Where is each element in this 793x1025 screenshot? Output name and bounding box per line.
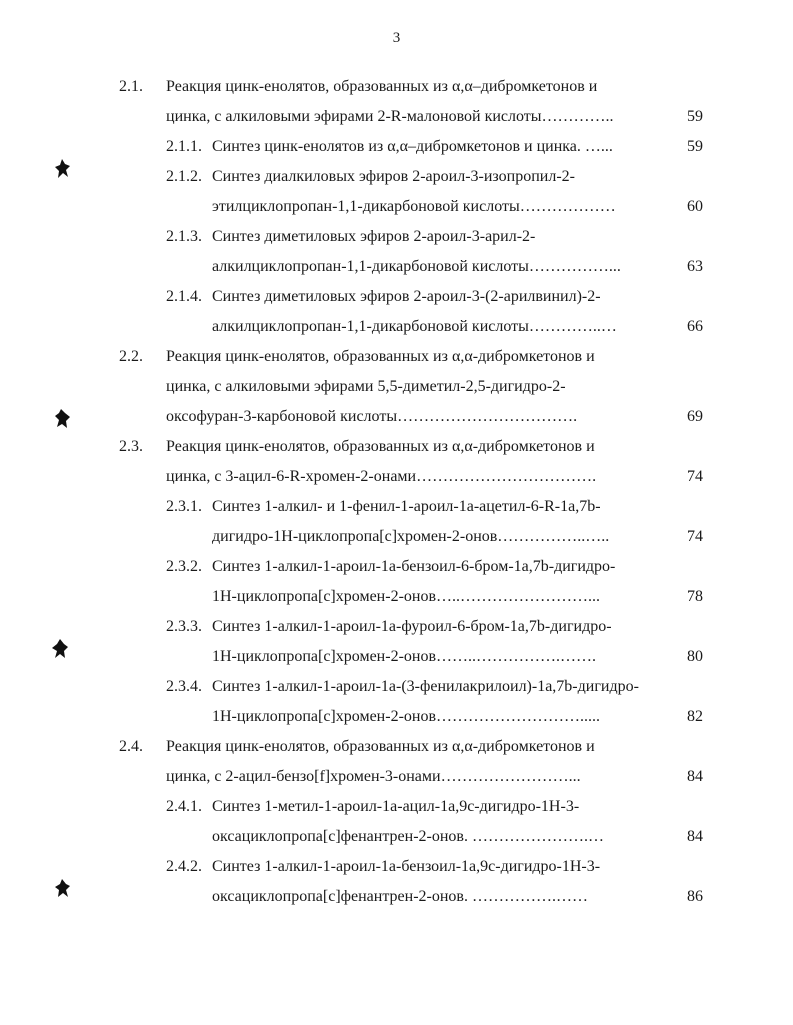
toc-number: 2.1. — [119, 78, 143, 95]
toc-title-line: Синтез 1-алкил-1-ароил-1а-(3-фенилакрилоил)-1а,7b-дигидро- — [212, 678, 639, 695]
toc-page: 82 — [687, 708, 703, 725]
toc-page: 84 — [687, 768, 703, 785]
toc-page: 66 — [687, 318, 703, 335]
toc-title-line: алкилциклопропан-1,1-дикарбоновой кислоты…………..… — [212, 318, 617, 335]
toc-number: 2.4.2. — [166, 858, 202, 875]
toc-page: 60 — [687, 198, 703, 215]
toc-number: 2.1.2. — [166, 168, 202, 185]
toc-title-line: Реакция цинк-енолятов, образованных из α,α-дибромкетонов и — [166, 348, 595, 365]
toc-title-line: Синтез 1-алкил-1-ароил-1а-фуроил-6-бром-1а,7b-дигидро- — [212, 618, 612, 635]
toc-title-line: Синтез диалкиловых эфиров 2-ароил-3-изопропил-2- — [212, 168, 575, 185]
toc-title-line: цинка, с 2-ацил-бензо[f]хромен-3-онами……………………... — [166, 768, 581, 785]
toc-page: 63 — [687, 258, 703, 275]
toc-title-line: цинка, с алкиловыми эфирами 5,5-диметил-2,5-дигидро-2- — [166, 378, 566, 395]
toc-number: 2.3.3. — [166, 618, 202, 635]
toc-page: 84 — [687, 828, 703, 845]
toc-title-line: цинка, с алкиловыми эфирами 2-R-малоновой кислоты………….. — [166, 108, 614, 125]
toc-title-line: цинка, с 3-ацил-6-R-хромен-2-онами……………………………. — [166, 468, 597, 485]
toc-page: 74 — [687, 468, 703, 485]
ink-blot-icon — [52, 638, 68, 660]
toc-title-line: 1Н-циклопропа[с]хромен-2-онов……..…………….……. — [212, 648, 597, 665]
toc-title-line: Синтез диметиловых эфиров 2-ароил-3-арил-2- — [212, 228, 536, 245]
toc-title-line: 1Н-циклопропа[с]хромен-2-онов…..……………………... — [212, 588, 601, 605]
toc-number: 2.3. — [119, 438, 143, 455]
toc-number: 2.1.4. — [166, 288, 202, 305]
toc-title-line: Синтез 1-алкил-1-ароил-1а-бензоил-6-бром-1а,7b-дигидро- — [212, 558, 616, 575]
toc-title-line: Синтез диметиловых эфиров 2-ароил-3-(2-арилвинил)-2- — [212, 288, 601, 305]
toc-title-line: Синтез 1-метил-1-ароил-1а-ацил-1а,9с-дигидро-1Н-3- — [212, 798, 580, 815]
toc-number: 2.3.4. — [166, 678, 202, 695]
toc-page: 86 — [687, 888, 703, 905]
toc-title-line: оксациклопропа[с]фенантрен-2-онов. ………………….… — [212, 828, 604, 845]
toc-title-line: Реакция цинк-енолятов, образованных из α,α-дибромкетонов и — [166, 438, 595, 455]
toc-number: 2.1.3. — [166, 228, 202, 245]
toc-number: 2.1.1. — [166, 138, 202, 155]
page-number: 3 — [392, 30, 401, 46]
toc-title-line: 1Н-циклопропа[с]хромен-2-онов………………………..... — [212, 708, 601, 725]
toc-title-line: Синтез 1-алкил-1-ароил-1а-бензоил-1а,9с-дигидро-1Н-3- — [212, 858, 601, 875]
toc-page: 59 — [687, 138, 703, 155]
toc-number: 2.2. — [119, 348, 143, 365]
toc-title-line: алкилциклопропан-1,1-дикарбоновой кислоты……………... — [212, 258, 621, 275]
toc-title-line: оксофуран-3-карбоновой кислоты……………………………. — [166, 408, 578, 425]
toc-number: 2.4. — [119, 738, 143, 755]
ink-blot-icon — [55, 408, 71, 430]
ink-blot-icon — [55, 878, 71, 900]
toc-page: 78 — [687, 588, 703, 605]
toc-title-line: Синтез 1-алкил- и 1-фенил-1-ароил-1а-ацетил-6-R-1а,7b- — [212, 498, 601, 515]
toc-number: 2.3.1. — [166, 498, 202, 515]
toc-page: 80 — [687, 648, 703, 665]
toc-page: 74 — [687, 528, 703, 545]
toc-title-line: Реакция цинк-енолятов, образованных из α,α-дибромкетонов и — [166, 738, 595, 755]
toc-title-line: этилциклопропан-1,1-дикарбоновой кислоты……………… — [212, 198, 616, 215]
toc-title-line: дигидро-1Н-циклопропа[с]хромен-2-онов……………..….. — [212, 528, 610, 545]
ink-blot-icon — [55, 158, 71, 180]
toc-page: 59 — [687, 108, 703, 125]
toc-number: 2.4.1. — [166, 798, 202, 815]
toc-title-line: Синтез цинк-енолятов из α,α–дибромкетонов и цинка. …... — [212, 138, 613, 155]
toc-title-line: Реакция цинк-енолятов, образованных из α,α–дибромкетонов и — [166, 78, 598, 95]
toc-title-line: оксациклопропа[с]фенантрен-2-онов. …………….…… — [212, 888, 588, 905]
toc-page: 69 — [687, 408, 703, 425]
toc-number: 2.3.2. — [166, 558, 202, 575]
